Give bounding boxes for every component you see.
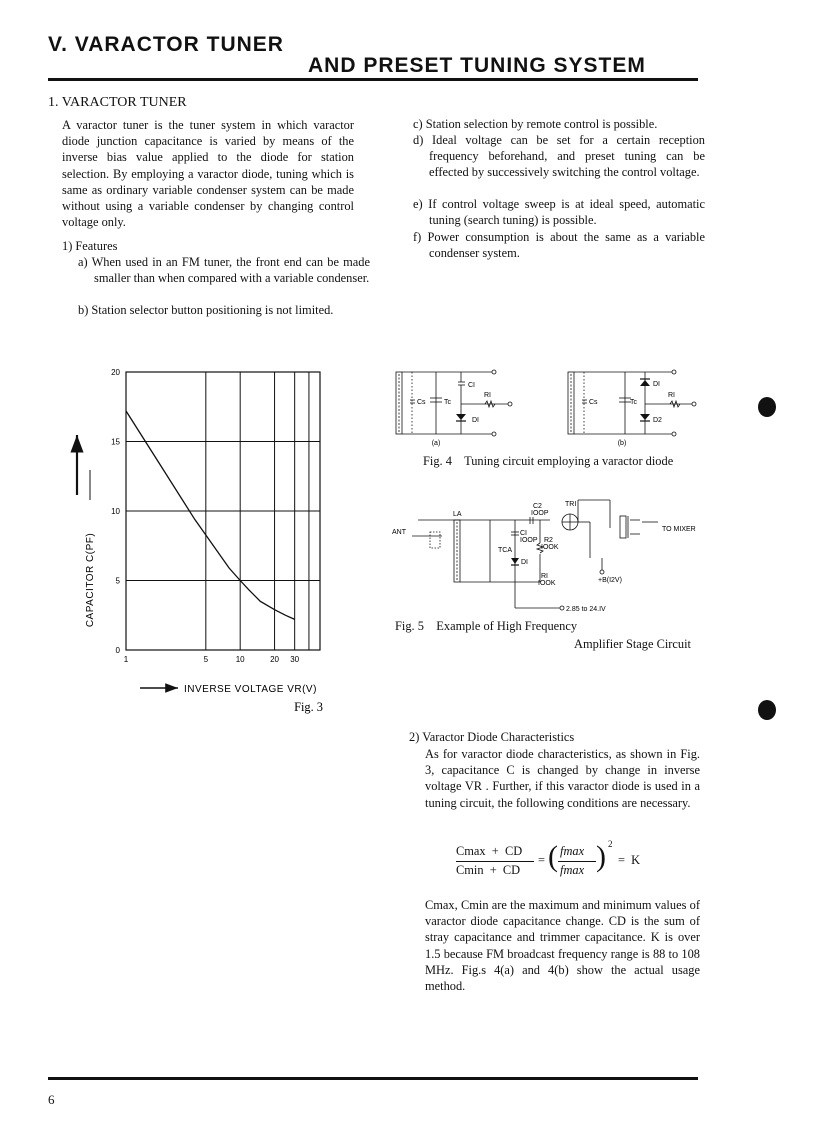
x-tick-label: 1 [123, 655, 129, 664]
capacitance-curve [126, 411, 295, 620]
fig5-d1-diode [511, 558, 519, 564]
y-tick-label: 0 [115, 646, 120, 655]
feature-b: b) Station selector button positioning is not limited. [78, 303, 334, 317]
header-rule [48, 78, 698, 81]
punch-hole-1 [758, 397, 776, 417]
formula-right-bar [558, 861, 596, 862]
fig5-tca-label: TCA [498, 547, 512, 554]
fig4-caption: Fig. 4 Tuning circuit employing a varactor diode [423, 454, 674, 468]
fig4a-diode [456, 414, 466, 420]
formula-equals: = [538, 853, 545, 867]
formula-exponent: 2 [608, 839, 613, 849]
fig4a-cs-label: Cs [417, 399, 426, 406]
fig4a-tc-label: Tc [444, 399, 451, 406]
fig5-control-voltage: 2.85 to 24.IV [566, 606, 606, 613]
capacitance-formula [448, 839, 698, 882]
footer-rule [48, 1077, 698, 1080]
formula-left-num: Cmax + CD [456, 844, 523, 858]
fig4b-diode1 [640, 380, 650, 386]
feature-d: d) Ideal voltage can be set for a certain reception frequency beforehand, and preset tuning can be effected by successively switching the control voltage. [413, 133, 705, 180]
fig4b-tc-label: Tc [630, 399, 637, 406]
fig5-la-label: LA [453, 511, 462, 518]
section2-paragraph: As for varactor diode characteristics, as shown in Fig. 3, capacitance C is changed by change in inverse voltage VR . Further, if this varactor diode is used in a tuning circuit, the following conditions are necessary. [425, 747, 700, 810]
feature-a: a) When used in an FM tuner, the front end can be made smaller than when compared with a variable condenser. [78, 255, 370, 286]
formula-paren-right: ) [596, 840, 606, 873]
fig5-c1-value: IOOP [520, 537, 538, 544]
fig5-r1-value: IOOK [538, 580, 556, 587]
section2-after-paragraph: Cmax, Cmin are the maximum and minimum values of varactor diode capacitance change. CD is the sum of stray capacitance and trimmer capacitance. K is over 1.5 because FM broadcast frequency range is 88 to 108 MHz. Fig.s 4(a) and 4(b) show the actual usage method. [425, 898, 700, 994]
fig5-circuit [390, 498, 710, 618]
y-axis-label: CAPACITOR C(PF) [85, 532, 96, 628]
fig4a-label: (a) [431, 440, 441, 447]
y-tick-label: 10 [111, 507, 120, 516]
fig4a-d1-label: DI [472, 417, 479, 424]
x-tick-label: 20 [270, 655, 280, 664]
fig4b-d1-label: DI [653, 381, 660, 388]
fig5-b12-label: +B(I2V) [598, 577, 622, 584]
fig4b-cs-label: Cs [589, 399, 598, 406]
fig4b-d2-label: D2 [653, 417, 662, 424]
fig4a-circuit [396, 370, 512, 436]
y-tick-label: 15 [111, 437, 120, 447]
feature-c: c) Station selection by remote control is possible. [413, 117, 658, 131]
page-title-line1: V. VARACTOR TUNER [48, 33, 284, 56]
fig4a-r1-label: RI [484, 392, 491, 399]
fig5-caption-line2: Amplifier Stage Circuit [574, 637, 691, 651]
fig4b-diode2 [640, 414, 650, 420]
x-tick-label: 5 [203, 655, 209, 664]
section2-heading: 2) Varactor Diode Characteristics [409, 730, 575, 744]
y-tick-labels [111, 368, 120, 655]
formula-paren-left: ( [548, 840, 558, 873]
fig5-r2-value: IOOK [541, 544, 559, 551]
page-number: 6 [48, 1092, 55, 1107]
fig5-caption-line1: Fig. 5 Example of High Frequency [395, 619, 578, 633]
punch-hole-2 [758, 700, 776, 720]
y-tick-label: 5 [115, 576, 120, 586]
fig4a-c1-label: CI [468, 382, 475, 389]
fig4b-r1-label: RI [668, 392, 675, 399]
fig4-circuits [390, 362, 710, 452]
chart-caption: Fig. 3 [294, 700, 323, 714]
formula-left-den: Cmin + CD [456, 863, 521, 877]
formula-rhs: = K [618, 853, 641, 867]
formula-left-bar [456, 861, 534, 862]
fig5-ant-label: ANT [392, 529, 406, 536]
features-heading: 1) Features [62, 239, 118, 253]
feature-f: f) Power consumption is about the same as a variable condenser system. [413, 230, 705, 261]
section-heading: 1. VARACTOR TUNER [48, 95, 187, 110]
formula-right-den: fmax [560, 863, 585, 877]
x-tick-labels [124, 655, 300, 664]
y-tick-label: 20 [111, 368, 120, 377]
x-tick-label: 30 [290, 655, 300, 664]
intro-paragraph: A varactor tuner is the tuner system in which varactor diode junction capacitance is varied by means of the inverse bias value applied to the diode for station selection. By employing a varactor diode, tuning which is same as ordinary variable condenser system can be made without using a variable condenser by changing control voltage only. [62, 118, 354, 230]
fig5-d1-label: DI [521, 559, 528, 566]
fig5-c2-label: C2 [533, 503, 542, 510]
formula-right-num: fmax [560, 844, 585, 858]
fig5-r1-label: RI [541, 573, 548, 580]
fig5-r2-label: R2 [544, 537, 553, 544]
feature-e: e) If control voltage sweep is at ideal speed, automatic tuning (search tuning) is possible. [413, 197, 705, 228]
fig5-c2-value: IOOP [531, 510, 549, 517]
fig4b-label: (b) [617, 440, 627, 447]
x-tick-label: 10 [235, 655, 245, 664]
page-title-line2: AND PRESET TUNING SYSTEM [308, 54, 646, 77]
fig5-c1-label: CI [520, 530, 527, 537]
fig5-tr1-label: TRI [565, 501, 577, 508]
chart-grid [126, 372, 320, 650]
fig5-to-mixer-label: TO MIXER [662, 526, 696, 533]
fig3-chart [60, 360, 350, 720]
x-axis-label: INVERSE VOLTAGE VR(V) [184, 684, 317, 695]
